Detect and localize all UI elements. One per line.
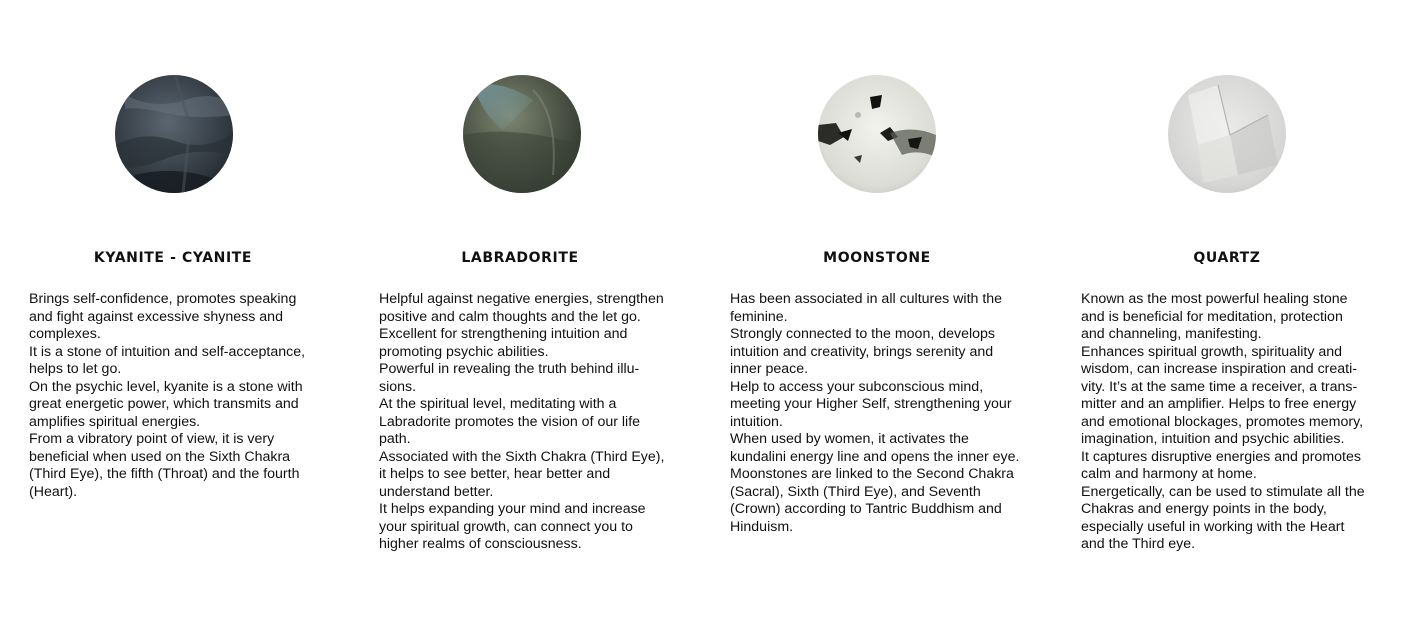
description-line: Helpful against negative energies, strengthen	[379, 291, 664, 307]
stone-title: KYANITE - CYANITE	[93, 250, 253, 266]
stone-card-labradorite	[379, 0, 679, 623]
stone-card-quartz	[1081, 0, 1381, 623]
description-line: promoting psychic abilities.	[379, 343, 549, 360]
description-line: Associated with the Sixth Chakra (Third Eye),	[379, 448, 665, 465]
stone-card-moonstone	[730, 0, 1030, 623]
description-line: feminine.	[730, 308, 788, 325]
description-line: your spiritual growth, can connect you to	[379, 518, 633, 535]
stone-description	[730, 291, 1030, 536]
description-line: Brings self-confidence, promotes speaking	[29, 291, 297, 307]
description-line: vity. It’s at the same time a receiver, a trans-	[1081, 378, 1358, 395]
description-line: It captures disruptive energies and promotes	[1081, 448, 1361, 465]
description-line: especially useful in working with the Heart	[1081, 518, 1345, 535]
quartz-stone-icon	[1168, 75, 1286, 193]
description-line: At the spiritual level, meditating with a	[379, 396, 617, 412]
description-line: Energetically, can be used to stimulate all the	[1081, 483, 1365, 500]
description-line: sions.	[379, 378, 417, 395]
description-line: wisdom, can increase inspiration and creati-	[1081, 361, 1357, 377]
description-line: When used by women, it activates the	[730, 431, 969, 447]
description-line: Help to access your subconscious mind,	[730, 378, 984, 395]
stone-description	[379, 291, 679, 554]
moonstone-stone-image	[818, 75, 936, 193]
description-line: (Sacral), Sixth (Third Eye), and Seventh	[730, 483, 981, 500]
description-line: Labradorite promotes the vision of our life	[379, 413, 641, 430]
stone-title: LABRADORITE	[461, 250, 579, 266]
description-line: It is a stone of intuition and self-acceptance,	[29, 343, 306, 360]
description-line: imagination, intuition and psychic abilities.	[1081, 431, 1345, 447]
stone-description	[1081, 291, 1381, 554]
description-line: positive and calm thoughts and the let go.	[379, 308, 641, 325]
description-line: great energetic power, which transmits and	[29, 396, 299, 412]
description-line: and emotional blockages, promotes memory,	[1081, 413, 1364, 430]
description-line: Hinduism.	[730, 518, 794, 535]
description-line: inner peace.	[730, 361, 809, 377]
description-line: Enhances spiritual growth, spirituality and	[1081, 343, 1343, 360]
description-line: understand better.	[379, 483, 494, 500]
stone-title: MOONSTONE	[823, 250, 931, 266]
description-line: calm and harmony at home.	[1081, 466, 1257, 482]
description-line: beneficial when used on the Sixth Chakra	[29, 448, 291, 465]
description-line: and is beneficial for meditation, protection	[1081, 308, 1343, 325]
description-line: meeting your Higher Self, strengthening your	[730, 396, 1012, 412]
description-line: mitter and an amplifier. Helps to free energy	[1081, 396, 1357, 412]
description-line: path.	[379, 431, 411, 447]
description-line: Chakras and energy points in the body,	[1081, 501, 1327, 517]
description-line: Moonstones are linked to the Second Chakra	[730, 466, 1014, 482]
stone-description	[29, 291, 329, 501]
description-line: kundalini energy line and opens the inner eye.	[730, 448, 1020, 465]
description-line: complexes.	[29, 326, 101, 342]
description-line: On the psychic level, kyanite is a stone with	[29, 378, 303, 395]
stone-card-kyanite	[29, 0, 329, 623]
labradorite-stone-icon	[463, 75, 581, 193]
description-line: higher realms of consciousness.	[379, 536, 582, 552]
description-line: and fight against excessive shyness and	[29, 308, 283, 325]
description-line: Has been associated in all cultures with the	[730, 291, 1003, 307]
stone-title: QUARTZ	[1193, 250, 1261, 266]
description-line: it helps to see better, hear better and	[379, 466, 611, 482]
description-line: Known as the most powerful healing stone	[1081, 291, 1348, 307]
kyanite-stone-icon	[115, 75, 233, 193]
description-line: Excellent for strengthening intuition and	[379, 326, 628, 342]
description-line: (Heart).	[29, 483, 78, 500]
kyanite-stone-image	[115, 75, 233, 193]
description-line: amplifies spiritual energies.	[29, 413, 201, 430]
description-line: intuition and creativity, brings serenity and	[730, 343, 994, 360]
description-line: It helps expanding your mind and increase	[379, 501, 646, 517]
description-line: helps to let go.	[29, 361, 122, 377]
description-line: (Crown) according to Tantric Buddhism and	[730, 501, 1002, 517]
description-line: (Third Eye), the fifth (Throat) and the fourth	[29, 466, 300, 482]
description-line: Powerful in revealing the truth behind illu-	[379, 361, 640, 377]
description-line: From a vibratory point of view, it is very	[29, 431, 275, 447]
description-line: and the Third eye.	[1081, 536, 1196, 552]
description-line: intuition.	[730, 413, 783, 430]
moonstone-stone-icon	[818, 75, 936, 193]
quartz-stone-image	[1168, 75, 1286, 193]
description-line: and channeling, manifesting.	[1081, 326, 1262, 342]
labradorite-stone-image	[463, 75, 581, 193]
description-line: Strongly connected to the moon, develops	[730, 326, 996, 342]
